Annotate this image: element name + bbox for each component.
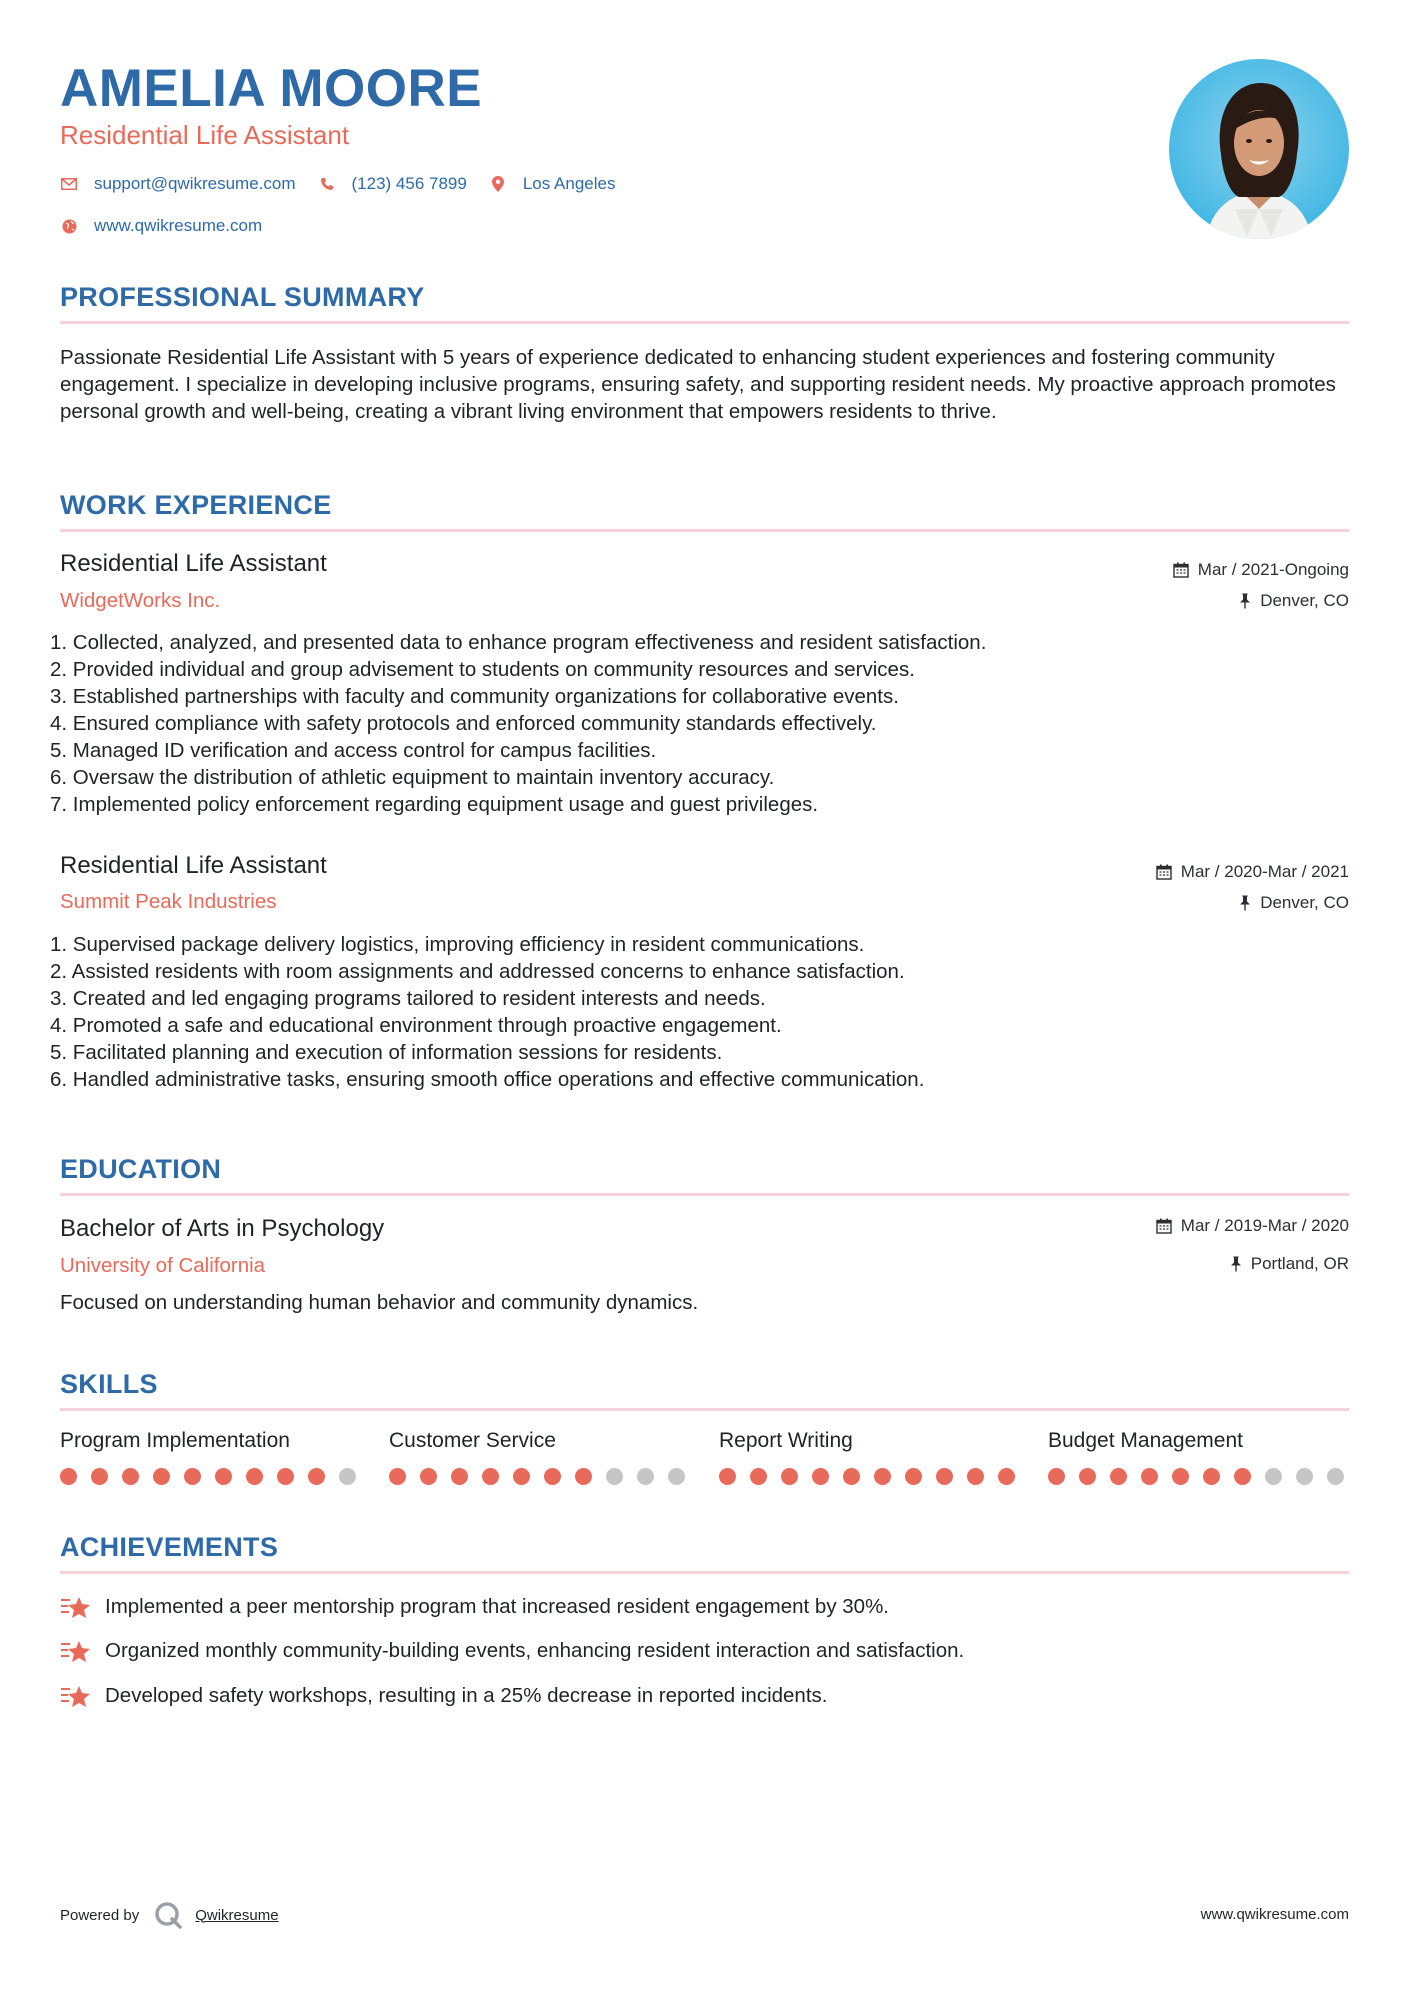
achievement-item (60, 1592, 889, 1622)
star-icon (60, 1636, 93, 1666)
phone-number[interactable]: (123) 456 7899 (351, 174, 467, 193)
rating-dot-filled (513, 1468, 530, 1485)
map-pin-icon (489, 175, 507, 193)
job-bullets (50, 931, 924, 1093)
location-text: Los Angeles (522, 174, 616, 193)
section-divider (60, 1571, 1349, 1574)
rating-dot-filled (1141, 1468, 1158, 1485)
job-title: Residential Life Assistant (60, 550, 327, 577)
skill-rating (1048, 1468, 1358, 1485)
job-location (1239, 590, 1349, 612)
calendar-icon (1156, 864, 1172, 880)
candidate-role: Residential Life Assistant (60, 120, 350, 150)
rating-dot-filled (451, 1468, 468, 1485)
rating-dot-filled (215, 1468, 232, 1485)
rating-dot-empty (1296, 1468, 1313, 1485)
rating-dot-filled (153, 1468, 170, 1485)
skill-name: Customer Service (389, 1429, 556, 1452)
rating-dot-filled (482, 1468, 499, 1485)
summary-heading: PROFESSIONAL SUMMARY (60, 282, 425, 312)
rating-dot-filled (781, 1468, 798, 1485)
rating-dot-filled (1234, 1468, 1251, 1485)
profile-photo (1169, 59, 1349, 239)
rating-dot-filled (750, 1468, 767, 1485)
rating-dot-filled (246, 1468, 263, 1485)
rating-dot-filled (936, 1468, 953, 1485)
achievement-text: Developed safety workshops, resulting in a 25% decrease in reported incidents. (105, 1684, 828, 1707)
section-divider (60, 1193, 1349, 1196)
job-bullets (50, 629, 986, 818)
rating-dot-filled (1048, 1468, 1065, 1485)
skill-name: Budget Management (1048, 1429, 1243, 1452)
rating-dot-filled (389, 1468, 406, 1485)
star-icon (60, 1592, 93, 1622)
job-location (1239, 892, 1349, 914)
list-item: 3. Established partnerships with faculty and community organizations for collaborative events. (50, 685, 899, 708)
list-item: 6. Handled administrative tasks, ensuring smooth office operations and effective communication. (50, 1068, 925, 1091)
list-item: 4. Ensured compliance with safety protocols and enforced community standards effectively. (50, 712, 877, 735)
rating-dot-filled (719, 1468, 736, 1485)
rating-dot-empty (1265, 1468, 1282, 1485)
rating-dot-filled (1110, 1468, 1127, 1485)
list-item: 2. Assisted residents with room assignments and addressed concerns to enhance satisfaction. (50, 960, 905, 983)
achievement-item (60, 1636, 964, 1666)
education-location-text: Portland, OR (1250, 1254, 1349, 1273)
contact-row (60, 172, 637, 196)
job-dates (1173, 559, 1349, 581)
rating-dot-filled (575, 1468, 592, 1485)
skill-name: Report Writing (719, 1429, 853, 1452)
skill-name: Program Implementation (60, 1429, 290, 1452)
job-location-text: Denver, CO (1260, 893, 1349, 912)
rating-dot-filled (544, 1468, 561, 1485)
rating-dot-filled (277, 1468, 294, 1485)
rating-dot-filled (122, 1468, 139, 1485)
rating-dot-empty (606, 1468, 623, 1485)
rating-dot-filled (1079, 1468, 1096, 1485)
achievement-item (60, 1681, 827, 1711)
phone-icon (318, 175, 336, 193)
education-heading: EDUCATION (60, 1154, 222, 1184)
rating-dot-filled (1203, 1468, 1220, 1485)
section-divider (60, 321, 1349, 324)
company-name: WidgetWorks Inc. (60, 589, 221, 612)
globe-icon (60, 217, 78, 235)
list-item: 1. Supervised package delivery logistics, improving efficiency in resident communications. (50, 933, 865, 956)
pushpin-icon (1230, 1256, 1242, 1272)
rating-dot-empty (1327, 1468, 1344, 1485)
rating-dot-filled (184, 1468, 201, 1485)
skill-rating (389, 1468, 699, 1485)
candidate-name: AMELIA MOORE (60, 59, 483, 118)
job-dates-text: Mar / 2021-Ongoing (1197, 560, 1349, 579)
powered-by-text: Powered by (60, 1906, 140, 1924)
job-dates (1156, 861, 1349, 883)
company-name: Summit Peak Industries (60, 890, 277, 913)
skills-heading: SKILLS (60, 1369, 158, 1399)
list-item: 6. Oversaw the distribution of athletic equipment to maintain inventory accuracy. (50, 766, 775, 789)
qwikresume-link[interactable]: Qwikresume (195, 1906, 279, 1924)
list-item: 4. Promoted a safe and educational environment through proactive engagement. (50, 1014, 782, 1037)
degree-title: Bachelor of Arts in Psychology (60, 1215, 385, 1242)
email-link[interactable]: support@qwikresume.com (94, 174, 296, 193)
rating-dot-filled (998, 1468, 1015, 1485)
list-item: 3. Created and led engaging programs tailored to resident interests and needs. (50, 987, 766, 1010)
footer-website-link[interactable]: www.qwikresume.com (1200, 1906, 1349, 1923)
pushpin-icon (1239, 895, 1251, 911)
job-location-text: Denver, CO (1260, 591, 1349, 610)
contact-row (60, 214, 284, 238)
skill-rating (719, 1468, 1029, 1485)
school-name: University of California (60, 1254, 266, 1277)
education-dates (1156, 1215, 1349, 1237)
rating-dot-filled (420, 1468, 437, 1485)
rating-dot-filled (967, 1468, 984, 1485)
rating-dot-filled (1172, 1468, 1189, 1485)
rating-dot-filled (874, 1468, 891, 1485)
rating-dot-filled (60, 1468, 77, 1485)
calendar-icon (1173, 562, 1189, 578)
pushpin-icon (1239, 593, 1251, 609)
skill-item (1048, 1428, 1348, 1454)
envelope-icon (60, 175, 78, 193)
rating-dot-filled (812, 1468, 829, 1485)
qwikresume-logo-icon (153, 1900, 183, 1930)
skill-item (389, 1428, 689, 1454)
star-icon (60, 1681, 93, 1711)
section-divider (60, 1408, 1349, 1411)
achievement-text: Implemented a peer mentorship program that increased resident engagement by 30%. (105, 1595, 890, 1618)
list-item: 5. Facilitated planning and execution of information sessions for residents. (50, 1041, 723, 1064)
rating-dot-filled (843, 1468, 860, 1485)
skill-item (719, 1428, 1019, 1454)
footer-branding (60, 1900, 279, 1930)
rating-dot-empty (637, 1468, 654, 1485)
calendar-icon (1156, 1218, 1172, 1234)
summary-text: Passionate Residential Life Assistant with 5 years of experience dedicated to enhancing student experiences and fostering community engagement. I specialize in developing inclusive programs, ensuring safety, and supporting resident needs. My proactive approach promotes personal growth and well-being, creating a vibrant living environment that empowers residents to thrive. (60, 346, 1336, 423)
education-dates-text: Mar / 2019-Mar / 2020 (1180, 1216, 1349, 1235)
achievement-text: Organized monthly community-building events, enhancing resident interaction and satisfaction. (105, 1639, 965, 1662)
list-item: 2. Provided individual and group advisement to students on community resources and services. (50, 658, 915, 681)
rating-dot-empty (668, 1468, 685, 1485)
achievements-heading: ACHIEVEMENTS (60, 1532, 279, 1562)
list-item: 5. Managed ID verification and access control for campus facilities. (50, 739, 657, 762)
section-divider (60, 529, 1349, 532)
skill-item (60, 1428, 360, 1454)
rating-dot-filled (905, 1468, 922, 1485)
list-item: 1. Collected, analyzed, and presented data to enhance program effectiveness and resident satisfaction. (50, 631, 987, 654)
rating-dot-filled (91, 1468, 108, 1485)
rating-dot-filled (308, 1468, 325, 1485)
rating-dot-empty (339, 1468, 356, 1485)
work-heading: WORK EXPERIENCE (60, 490, 332, 520)
education-description: Focused on understanding human behavior and community dynamics. (60, 1291, 699, 1314)
website-link[interactable]: www.qwikresume.com (94, 216, 263, 235)
education-location (1230, 1253, 1349, 1275)
job-dates-text: Mar / 2020-Mar / 2021 (1180, 862, 1349, 881)
job-title: Residential Life Assistant (60, 852, 327, 879)
list-item: 7. Implemented policy enforcement regarding equipment usage and guest privileges. (50, 793, 819, 816)
skill-rating (60, 1468, 370, 1485)
